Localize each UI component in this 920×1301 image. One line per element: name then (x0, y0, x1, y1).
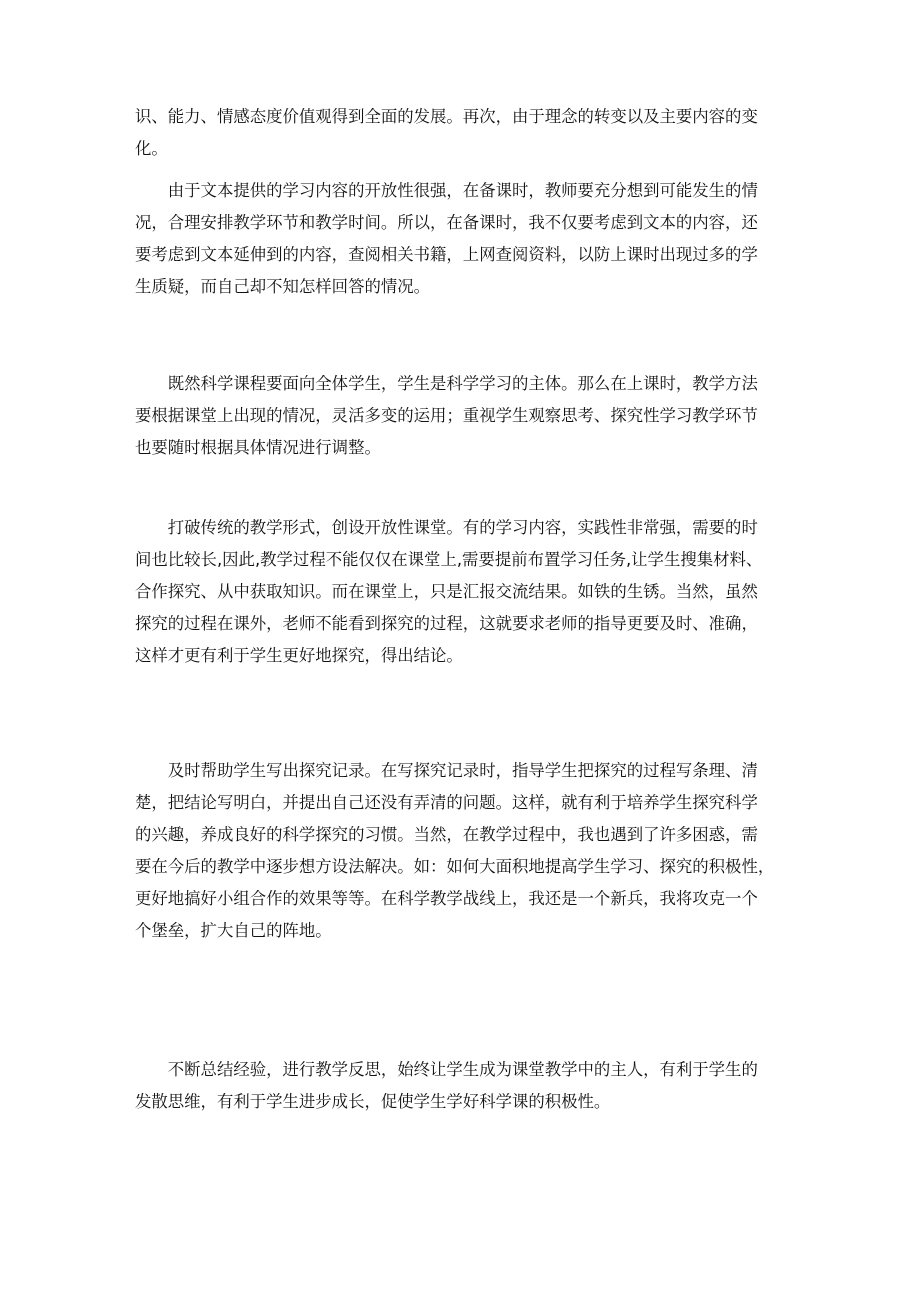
text-line: 化。 (135, 139, 168, 158)
text-line: 发散思维，有利于学生进步成长，促使学生学好科学课的积极性。 (135, 1092, 611, 1111)
text-line: 识、能力、情感态度价值观得到全面的发展。再次，由于理念的转变以及主要内容的变 (135, 107, 758, 126)
text-line: 合作探究、从中获取知识。而在课堂上，只是汇报交流结果。如铁的生锈。当然，虽然 (135, 582, 758, 601)
text-line: 要在今后的教学中逐步想方设法解决。如：如何大面积地提高学生学习、探究的积极性， (135, 857, 775, 876)
text-line: 打破传统的教学形式，创设开放性课堂。有的学习内容，实践性非常强，需要的时 (135, 518, 758, 537)
text-line: 况，合理安排教学环节和教学时间。所以，在备课时，我不仅要考虑到文本的内容，还 (135, 213, 758, 232)
text-line: 也要随时根据具体情况进行调整。 (135, 438, 381, 457)
text-line: 探究的过程在课外，老师不能看到探究的过程，这就要求老师的指导更要及时、准确， (135, 614, 758, 633)
text-line: 个堡垒，扩大自己的阵地。 (135, 921, 332, 940)
text-line: 要考虑到文本延伸到的内容，查阅相关书籍，上网查阅资料，以防上课时出现过多的学 (135, 245, 758, 264)
paragraph-1 (135, 101, 790, 165)
text-line: 更好地搞好小组合作的效果等等。在科学教学战线上，我还是一个新兵，我将攻克一个 (135, 889, 758, 908)
text-line: 不断总结经验，进行教学反思，始终让学生成为课堂教学中的主人，有利于学生的 (135, 1060, 758, 1079)
text-line: 生质疑，而自己却不知怎样回答的情况。 (135, 277, 431, 296)
paragraph-5 (135, 755, 790, 947)
paragraph-2 (135, 175, 790, 303)
text-line: 由于文本提供的学习内容的开放性很强，在备课时，教师要充分想到可能发生的情 (135, 181, 758, 200)
paragraph-6 (135, 1054, 790, 1118)
text-line: 间也比较长,因此,教学过程不能仅仅在课堂上,需要提前布置学习任务,让学生搜集材料、 (135, 550, 763, 569)
text-line: 要根据课堂上出现的情况，灵活多变的运用；重视学生观察思考、探究性学习教学环节 (135, 406, 758, 425)
text-line: 的兴趣，养成良好的科学探究的习惯。当然，在教学过程中，我也遇到了许多困惑，需 (135, 825, 758, 844)
paragraph-4 (135, 512, 790, 672)
text-line: 楚，把结论写明白，并提出自己还没有弄清的问题。这样，就有利于培养学生探究科学 (135, 793, 758, 812)
paragraph-3 (135, 368, 790, 464)
text-line: 这样才更有利于学生更好地探究，得出结论。 (135, 646, 463, 665)
text-line: 既然科学课程要面向全体学生，学生是科学学习的主体。那么在上课时，教学方法 (135, 374, 758, 393)
text-line: 及时帮助学生写出探究记录。在写探究记录时，指导学生把探究的过程写条理、清 (135, 761, 758, 780)
